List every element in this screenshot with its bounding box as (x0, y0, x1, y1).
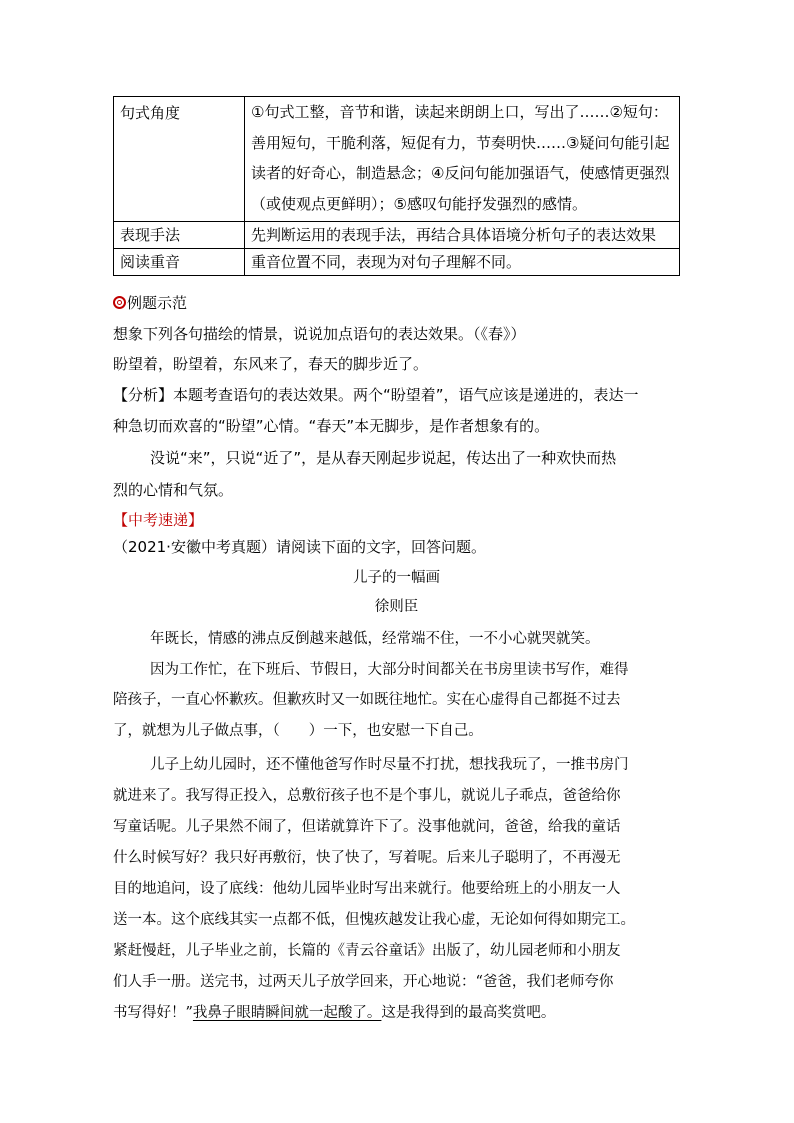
article-paragraph-line: 紧赶慢赶，儿子毕业之前，长篇的《青云谷童话》出版了，幼儿园老师和小朋友 (113, 943, 621, 959)
article-paragraph-line: 就进来了。我写得正投入，总敷衍孩子也不是个事儿，就说儿子乖点，爸爸给你 (113, 788, 621, 804)
article-paragraph-line (113, 1001, 555, 1025)
analysis-line: 种急切而欢喜的“盼望”心情。“春天”本无脚步，是作者想象有的。 (113, 417, 550, 435)
underlined-sentence: 我鼻子眼睛瞬间就一起酸了。 (192, 1005, 382, 1021)
table-row (114, 249, 680, 276)
table-content-cell: 先判断运用的表现手法，再结合具体语境分析句子的表达效果 (245, 222, 680, 249)
methods-table (113, 96, 680, 276)
table-row (114, 97, 680, 222)
article-paragraph-line: 送一本。这个底线其实一点都不低，但愧疚越发让我心虚，无论如何得如期完工。 (113, 912, 635, 928)
target-circle-icon (113, 296, 126, 309)
article-paragraph-line: 了，就想为儿子做点事，（ ）一下，也安慰一下自己。 (113, 723, 483, 739)
article-paragraph-line: 什么时候写好？我只好再敷衍，快了快了，写着呢。后来儿子聪明了，不再漫无 (113, 850, 621, 866)
table-content-cell: 重音位置不同，表现为对句子理解不同。 (245, 249, 680, 276)
article-paragraph-line: 儿子上幼儿园时，还不懂他爸写作时尽量不打扰，想找我玩了，一推书房门 (150, 757, 629, 773)
table-label-cell: 句式角度 (114, 97, 245, 222)
example-sentence: 盼望着，盼望着，东风来了，春天的脚步近了。 (113, 355, 429, 373)
table-row (114, 222, 680, 249)
example-question: 想象下列各句描绘的情景，说说加点语句的表达效果。（《春》） (113, 325, 526, 343)
article-paragraph-line: 目的地追问，设了底线：他幼儿园毕业时写出来就行。他要给班上的小朋友一人 (113, 881, 621, 897)
exam-intro: （2021·安徽中考真题）请阅读下面的文字，回答问题。 (113, 538, 486, 556)
article-title: 儿子的一幅画 (353, 570, 440, 586)
example-heading (113, 291, 187, 315)
exam-heading: 【中考速递】 (113, 511, 204, 529)
closing-text: 这是我得到的最高奖赏吧。 (381, 1005, 556, 1021)
article-paragraph-line: 年既长，情感的沸点反倒越来越低，经常端不住，一不小心就哭就笑。 (150, 631, 600, 647)
table-label-cell: 表现手法 (114, 222, 245, 249)
answer-line: 没说“来”，只说“近了”，是从春天刚起步说起，传达出了一种欢快而热 (150, 449, 617, 467)
article-author: 徐则臣 (374, 599, 419, 615)
answer-line: 烈的心情和气氛。 (113, 481, 234, 499)
article-paragraph-line: 陪孩子，一直心怀歉疚。但歉疚时又一如既往地忙。实在心虚得自己都挺不过去 (113, 692, 621, 708)
analysis-line: 【分析】本题考查语句的表达效果。两个“盼望着”，语气应该是递进的，表达一 (113, 386, 639, 404)
table-content-cell: ①句式工整，音节和谐，读起来朗朗上口，写出了……②短句：善用短句，干脆利落，短促有力，节奏明快……③疑问句能引起读者的好奇心，制造悬念；④反问句能加强语气，使感情更强烈（或使观点更鲜明）；⑤感叹句能抒发强烈的感情。 (245, 97, 680, 222)
article-paragraph-line: 们人手一册。送完书，过两天儿子放学回来，开心地说：“爸爸，我们老师夸你 (113, 974, 614, 990)
article-paragraph-line: 因为工作忙，在下班后、节假日，大部分时间都关在书房里读书写作，难得 (150, 662, 629, 678)
table-label-cell: 阅读重音 (114, 249, 245, 276)
article-paragraph-line: 写童话呢。儿子果然不闹了，但诺就算许下了。没事他就问，爸爸，给我的童话 (113, 819, 621, 835)
example-heading-text: 例题示范 (127, 294, 188, 312)
quote-end-text: 书写得好！” (113, 1005, 193, 1021)
